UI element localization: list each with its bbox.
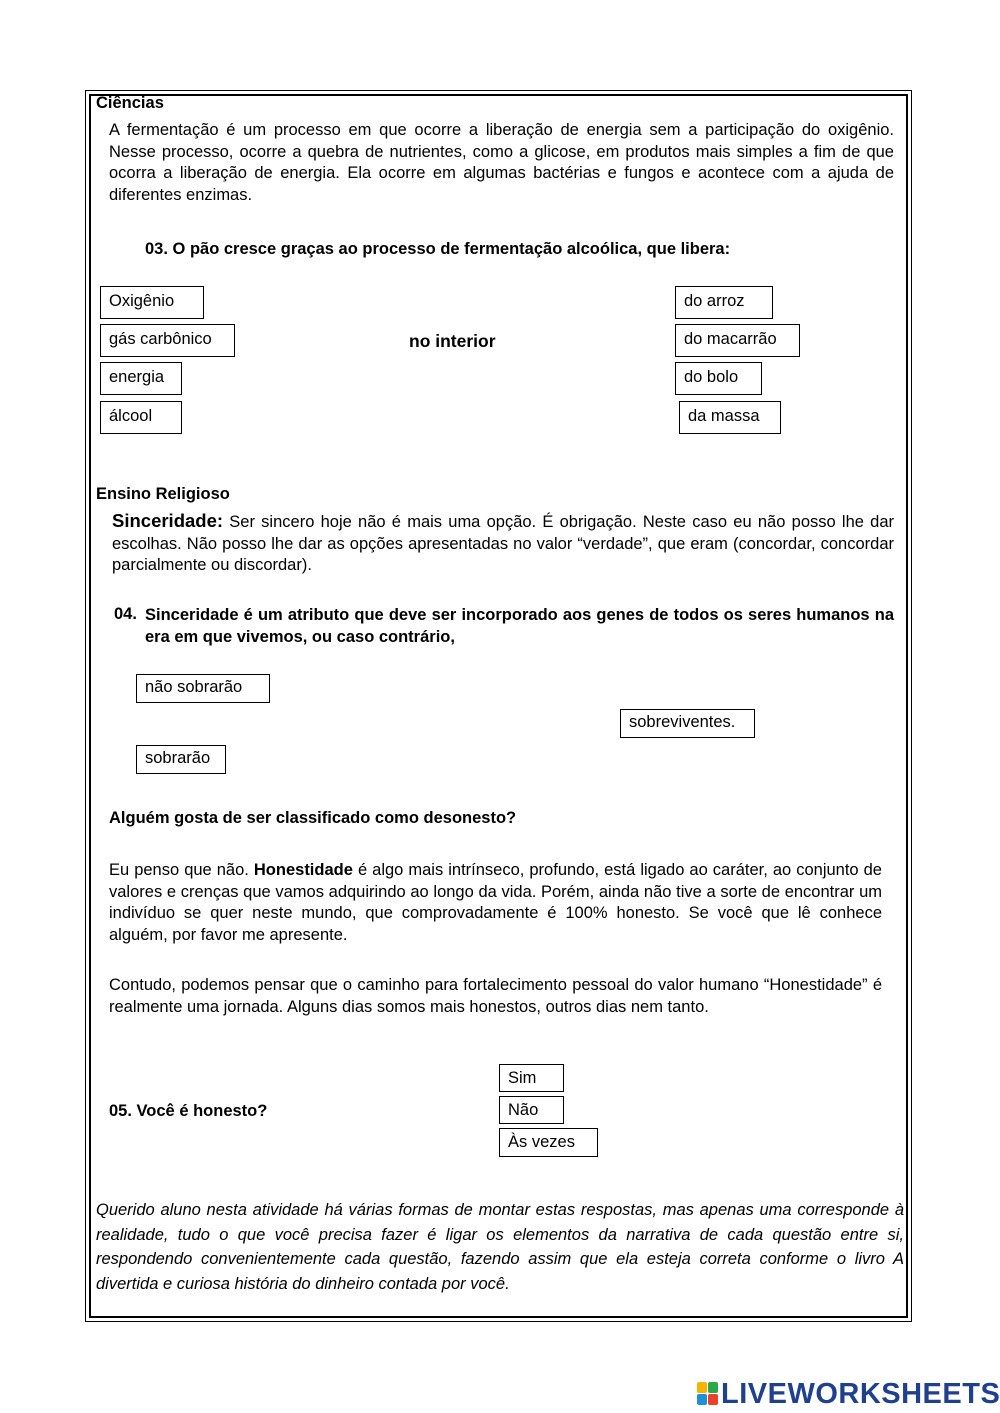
option-nao-sobrarao[interactable]: não sobrarão xyxy=(136,674,270,703)
option-energia[interactable]: energia xyxy=(100,362,182,395)
option-alcool[interactable]: álcool xyxy=(100,401,182,434)
footer-note: Querido aluno nesta atividade há várias formas de montar estas respostas, mas apenas uma corresponde à realidade, tudo o que você precisa fazer é ligar os elementos da narrativa de cada questão entre si, respondendo convenientemente cada questão, fazendo assim que ela esteja correta conforme o livro A divertida e curiosa história do dinheiro contada por você. xyxy=(96,1201,904,1293)
answer-sim[interactable]: Sim xyxy=(499,1064,564,1092)
sinceridade-paragraph xyxy=(112,510,894,577)
option-gas-carbonico[interactable]: gás carbônico xyxy=(100,324,235,357)
option-sobrarao[interactable]: sobrarão xyxy=(136,745,226,774)
option-do-macarrao[interactable]: do macarrão xyxy=(675,324,800,357)
religioso-title: Ensino Religioso xyxy=(96,485,230,503)
ciencias-title: Ciências xyxy=(96,94,164,112)
option-oxigenio[interactable]: Oxigênio xyxy=(100,286,204,319)
option-do-bolo[interactable]: do bolo xyxy=(675,362,762,395)
question-03: 03. O pão cresce graças ao processo de fermentação alcoólica, que libera: xyxy=(145,240,731,258)
honestidade-term: Honestidade xyxy=(253,861,353,879)
para2-rest: é algo mais intrínseco, profundo, está ligado ao caráter, ao conjunto de valores e crenças que vamos adquirindo ao longo da vida. Porém, ainda não tive a sorte de encontrar um indivíduo se quer neste mundo, que comprovadamente é 100% honesto. Se você que lê conhece alguém, por favor me apresente. xyxy=(109,861,882,944)
sinceridade-term: Sinceridade: xyxy=(112,510,224,531)
answer-as-vezes[interactable]: Às vezes xyxy=(499,1128,598,1157)
ciencias-paragraph: A fermentação é um processo em que ocorre a liberação de energia sem a participação do oxigênio. Nesse processo, ocorre a quebra de nutrientes, como a glicose, em produtos mais simples a fim de que ocorra a liberação de energia. Ela ocorre em algumas bactérias e fungos e acontece com a ajuda de diferentes enzimas. xyxy=(109,121,894,204)
sinceridade-text: Ser sincero hoje não é mais uma opção. É obrigação. Neste caso eu não posso lhe dar escolhas. Não posso lhe dar as opções apresentadas no valor “verdade”, que eram (concordar, concordar parcialmente ou discordar). xyxy=(112,513,894,574)
liveworksheets-logo-text: LIVEWORKSHEETS xyxy=(721,1377,1000,1410)
option-sobreviventes[interactable]: sobreviventes. xyxy=(620,709,755,738)
subheading-desonesto: Alguém gosta de ser classificado como desonesto? xyxy=(109,809,517,827)
question-04-number: 04. xyxy=(114,605,137,623)
honestidade-paragraph xyxy=(109,860,882,946)
contudo-paragraph: Contudo, podemos pensar que o caminho para fortalecimento pessoal do valor humano “Honestidade” é realmente uma jornada. Alguns dias somos mais honestos, outros dias nem tanto. xyxy=(109,976,882,1016)
option-da-massa[interactable]: da massa xyxy=(679,401,781,434)
answer-nao[interactable]: Não xyxy=(499,1096,564,1124)
option-do-arroz[interactable]: do arroz xyxy=(675,286,773,319)
para2-start: Eu penso que não. xyxy=(109,861,254,879)
liveworksheets-logo xyxy=(697,1378,1000,1410)
question-05: 05. Você é honesto? xyxy=(109,1102,268,1120)
liveworksheets-mark-icon xyxy=(697,1382,719,1406)
question-04: Sinceridade é um atributo que deve ser incorporado aos genes de todos os seres humanos na era em que vivemos, ou caso contrário, xyxy=(145,606,894,646)
label-no-interior: no interior xyxy=(409,331,496,351)
